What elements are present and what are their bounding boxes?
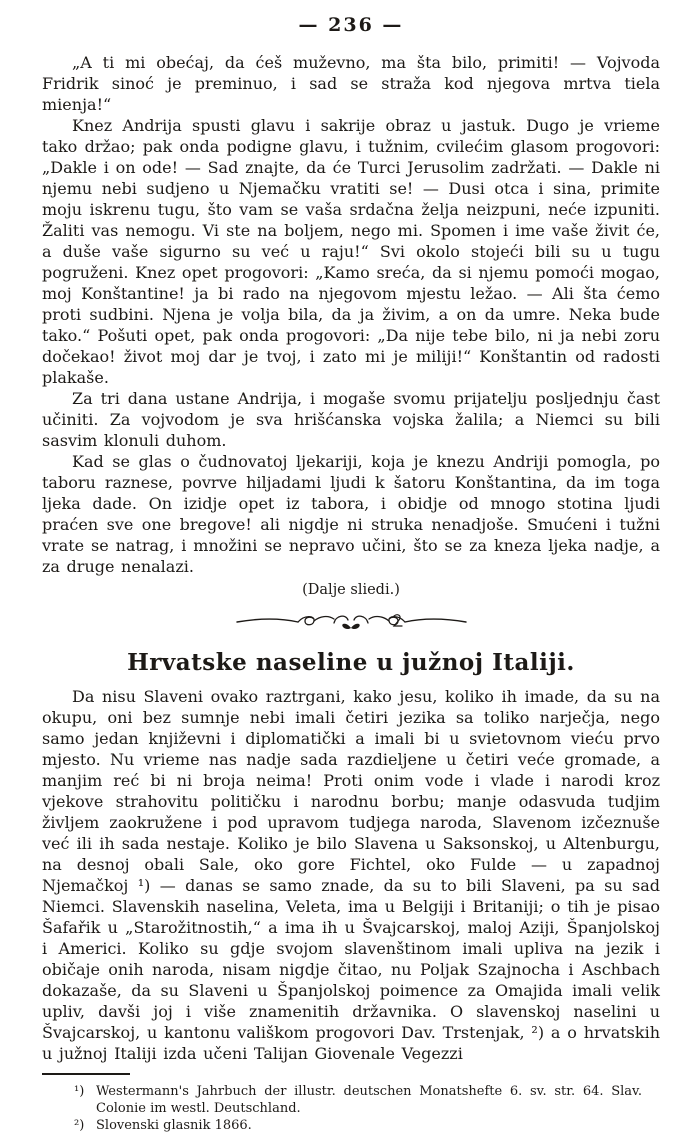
footnote [74,1083,660,1117]
flourish-icon [234,609,469,633]
paragraph: Da nisu Slaveni ovako raztrgani, kako jesu, koliko ih imade, da su na okupu, oni bez sumnje nebi imali četiri jezika sa toliko narječja, nego samo jedan književni i diplomatički a imali bi u svietovnom vieću prvo mjesto. Nu vrieme nas nadje sada razdieljene u četiri veće gromade, a manjim reć bi ni broja neima! Proti onim vode i vlade i narodi kroz vjekove strahovitu političku i narodnu borbu; manje odasvuda tudjim življem zaokružene i pod upravom tudjega naroda, Slavenom izčeznuše već ili ih sada nestaje. Koliko je bilo Slavena u Saksonskoj, u Altenburgu, na desnoj obali Sale, oko gore Fichtel, oko Fulde — u zapadnoj Njemačkoj ¹) — danas se samo znade, da su to bili Slaveni, pa su sad Niemci. Slavenskih naselina, Veleta, ima u Belgiji i Britaniji; o tih je pisao Šafařik u „Starožitnostih,“ a ima ih u Švajcarskoj, maloj Aziji, Španjolskoj i Americi. Koliko su gdje svojom slavenštinom imali upliva na jezik i običaje onih naroda, nisam nigdje čitao, nu Poljak Szajnocha i Aschbach dokazaše, da su Slaveni u Španjolskoj poimence za Omajida imali velik upliv, davši joj i više znamenitih državnika. O slavenskoj naselini u Švajcarskoj, u kantonu vališkom progovori Dav. Trstenjak, ²) a o hrvatskih u južnoj Italiji izda učeni Talijan Giovenale Vegezzi [42,687,660,1063]
footnote-text: Westermann's Jahrbuch der illustr. deutschen Monatshefte 6. sv. str. 64. Slav. Colonie im westl. Deutschland. [96,1084,642,1116]
paragraph: Knez Andrija spusti glavu i sakrije obraz u jastuk. Dugo je vrieme tako držao; pak onda podigne glavu, i tužnim, cvilećim glasom progovori: „Dakle i on ode! — Sad znajte, da će Turci Jerusolim zadržati. — Dakle ni njemu nebi sudjeno u Njemačku vratiti se! — Dusi otca i sina, primite moju iskrenu tugu, što vam se vaša srdačna želja neizpuni, neće izpuniti. Žaliti vas nemogu. Vi ste na boljem, nego mi. Spomen i ime vaše živit će, a duše vaše sigurno su već u raju!“ Svi okolo stojeći bili su u tugu pogruženi. Knez opet progovori: „Kamo sreća, da si njemu pomoći mogao, moj Konštantine! ja bi rado na njegovom mjestu ležao. — Ali šta ćemo proti sudbini. Njena je volja bila, da ja živim, a on da umre. Neka bude tako.“ Pošuti opet, pak onda progovori: „Da nije tebe bilo, ni ja nebi zoru dočekao! život moj dar je tvoj, i zato mi je miliji!“ Konštantin od radosti plakaše. [42,116,660,387]
article-title: Hrvatske naseline u južnoj Italiji. [127,649,575,676]
article1-body [42,52,660,598]
footnote-marker: ²) [74,1118,85,1133]
article2-body [42,686,660,1064]
paragraph: Kad se glas o čudnovatoj ljekariji, koja je knezu Andriji pomogla, po taboru raznese, povrve hiljadami ljudi k šatoru Konštantina, da im toga ljeka dade. On izidje opet iz tabora, i obidje od mnogo stotina ljudi praćen sve one bregove! ali nigdje ni struka nenadjoše. Smućeni i tužni vrate se natrag, i množini se nepravo učini, što se za kneza ljeka nadje, a za druge nenalazi. [42,452,660,576]
footnote-marker: ¹) [74,1084,85,1099]
footnotes-section [42,1073,660,1134]
footnote [74,1117,660,1134]
page-number: — 236 — [298,14,404,36]
paragraph: Za tri dana ustane Andrija, i mogaše svomu prijatelju posljednju čast učiniti. Za vojvodom je sva hrišćanska vojska žalila; a Niemci su bili sasvim klonuli duhom. [42,389,660,450]
continuation-note: (Dalje sliedi.) [302,582,400,598]
footnote-text: Slovenski glasnik 1866. [96,1118,252,1133]
footnote-rule [42,1073,130,1075]
ornamental-divider [42,609,660,633]
paragraph: „A ti mi obećaj, da ćeš muževno, ma šta bilo, primiti! — Vojvoda Fridrik sinoć je preminuo, i sad se straža kod njegova mrtva tiela mienja!“ [42,53,660,114]
